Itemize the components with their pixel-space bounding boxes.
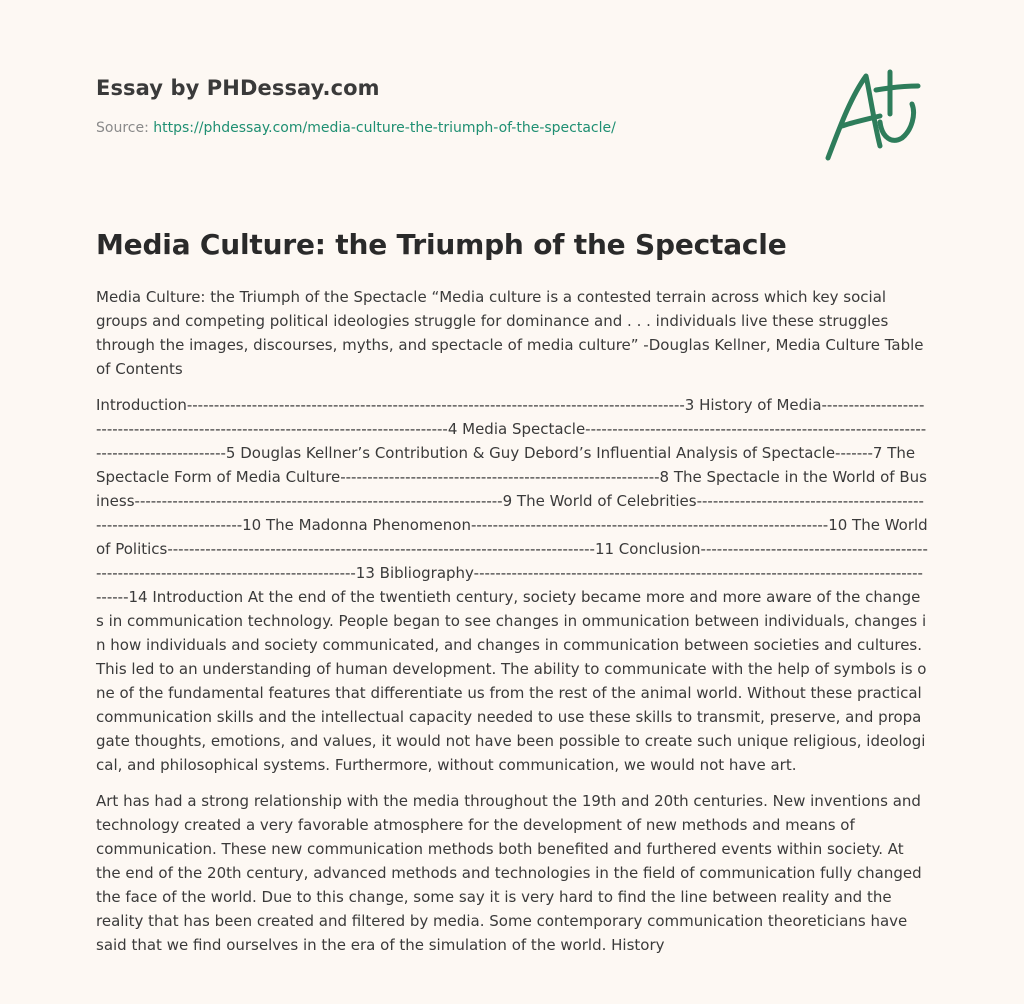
- essay-title: Media Culture: the Triumph of the Spectacle: [96, 228, 787, 261]
- paragraph: Art has had a strong relationship with the media throughout the 19th and 20th centuries. New inventions and technology created a very favorable atmosphere for the development of new methods and means of communication. These new communication methods both benefited and furthered events within society. At the end of the 20th century, advanced methods and technologies in the field of communication fully changed the face of the world. Due to this change, some say it is very hard to find the line between reality and the reality that has been created and filtered by media. Some contemporary communication theoreticians have said that we find ourselves in the era of the simulation of the world. History: [96, 792, 922, 954]
- source-label: Source:: [96, 120, 149, 136]
- source-line: [96, 120, 696, 136]
- paragraph: Introduction--------------------------------------------------------------------------------------------3 History of Media------------------------------------------------------------------------------------4 Media Spectacle---------------------------------------------------------------------------------------5 Douglas Kellner’s Contribution & Guy Debord’s Influential Analysis of Spectacle-------7 The Spectacle Form of Media Culture-----------------------------------------------------------8 The Spectacle in the World of Business--------------------------------------------------------------------9 The World of Celebrities---------------------------------------------------------------------10 The Madonna Phenomenon------------------------------------------------------------------10 The World of Politics-------------------------------------------------------------------------------11 Conclusion------------------------------------------------------------------------------------------13 Bibliography-----------------------------------------------------------------------------------------14 Introduction At the end of the twentieth century, society became more and more aware of the changes in communication technology. People began to see changes in ommunication between individuals, changes in how individuals and society communicated, and changes in communication between societies and cultures. This led to an understanding of human development. The ability to communicate with the help of symbols is one of the fundamental features that differentiate us from the rest of the animal world. Without these practical communication skills and the intellectual capacity needed to use these skills to transmit, preserve, and propagate thoughts, emotions, and values, it would not have been possible to create such unique religious, ideological, and philosophical systems. Furthermore, without communication, we would not have art.: [96, 396, 928, 774]
- source-link[interactable]: https://phdessay.com/media-culture-the-triumph-of-the-spectacle/: [153, 120, 616, 136]
- page-header: [96, 76, 696, 136]
- paragraph: Media Culture: the Triumph of the Spectacle “Media culture is a contested terrain across which key social groups and competing political ideologies struggle for dominance and . . . individuals live these struggles through the images, discourses, myths, and spectacle of media culture” -Douglas Kellner, Media Culture Table of Contents: [96, 288, 924, 378]
- site-brand: Essay by PHDessay.com: [96, 76, 380, 100]
- a-plus-grade-icon: [820, 64, 930, 168]
- essay-body: [96, 285, 928, 969]
